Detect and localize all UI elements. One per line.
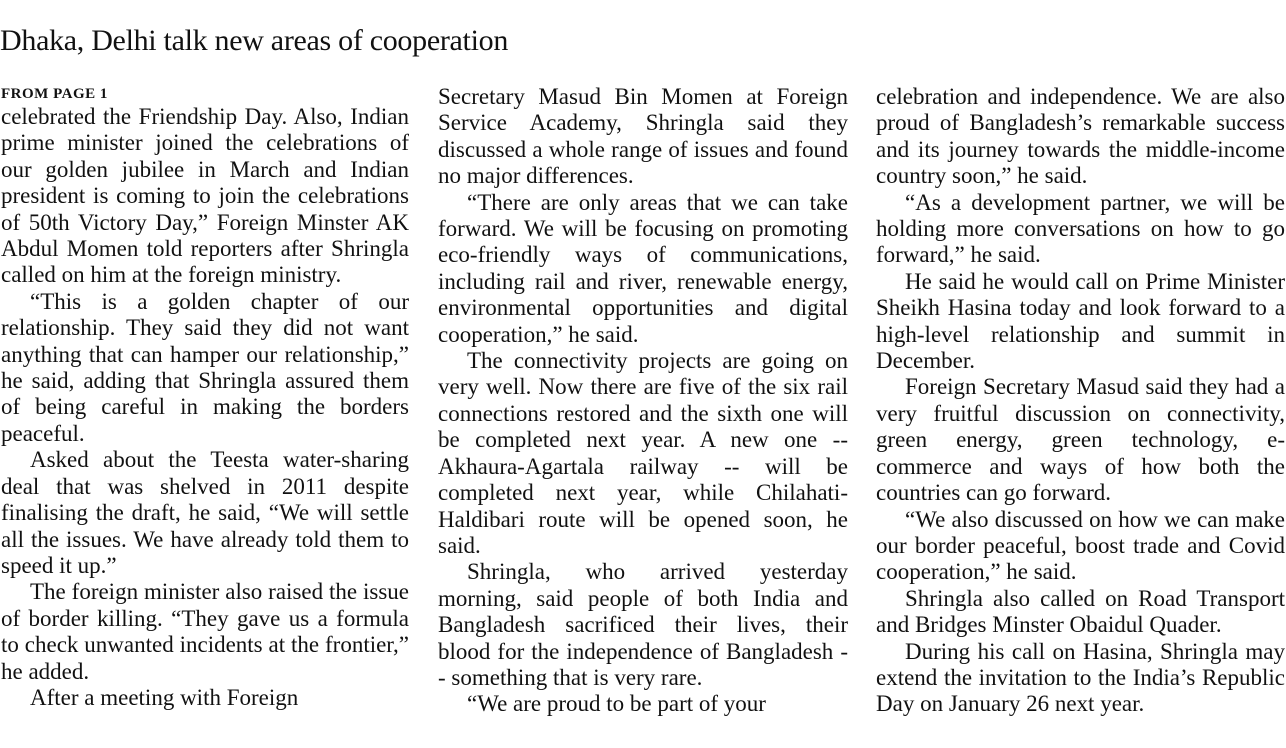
article-column-3 [876, 84, 1285, 748]
article-column-2 [438, 84, 848, 748]
paragraph: “As a development partner, we will be holding more conversations on how to go forward,” he said. [876, 189, 1285, 268]
paragraph: celebrated the Friendship Day. Also, Indian prime minister joined the celebrations of our golden jubilee in March and Indian president is coming to join the celebrations of 50th Victory Day,” Foreign Minster AK Abdul Momen told reporters after Shringla called on him at the foreign ministry. [1, 104, 409, 288]
paragraph: celebration and independence. We are also proud of Bangladesh’s remarkable success and its journey towards the middle-income country soon,” he said. [876, 84, 1285, 189]
paragraph: Foreign Secretary Masud said they had a very fruitful discussion on connectivity, green energy, green technology, e-commerce and ways of how both the countries can go forward. [876, 374, 1285, 506]
paragraph: The connectivity projects are going on very well. Now there are five of the six rail connections restored and the sixth one will be completed next year. A new one -- Akhaura-Agartala railway -- will be completed next year, while Chilahati-Haldibari route will be opened soon, he said. [438, 348, 848, 558]
paragraph: After a meeting with Foreign [30, 684, 299, 710]
paragraph: “There are only areas that we can take forward. We will be focusing on promoting eco-friendly ways of communications, including rail and river, renewable energy, environmental opportunities and digital cooperation,” he said. [438, 189, 848, 347]
article-column-1 [1, 84, 409, 748]
dateline: FROM PAGE 1 [1, 86, 108, 102]
paragraph: He said he would call on Prime Minister Sheikh Hasina today and look forward to a high-level relationship and summit in December. [876, 268, 1285, 374]
paragraph: “This is a golden chapter of our relationship. They said they did not want anything that can hamper our relationship,” he said, adding that Shringla assured them of being careful in making the borders peaceful. [1, 288, 409, 446]
paragraph: Shringla, who arrived yesterday morning, said people of both India and Bangladesh sacrificed their lives, their blood for the independence of Bangladesh -- something that is very rare. [438, 559, 848, 690]
headline: Dhaka, Delhi talk new areas of cooperation [0, 24, 509, 57]
paragraph: Secretary Masud Bin Momen at Foreign Service Academy, Shringla said they discussed a whole range of issues and found no major differences. [438, 84, 848, 189]
paragraph: The foreign minister also raised the issue of border killing. “They gave us a formula to check unwanted incidents at the frontier,” he added. [1, 579, 409, 684]
paragraph: Shringla also called on Road Transport and Bridges Minster Obaidul Quader. [876, 585, 1285, 638]
paragraph: Asked about the Teesta water-sharing deal that was shelved in 2011 despite finalising the draft, he said, “We will settle all the issues. We have already told them to speed it up.” [1, 447, 409, 578]
paragraph: “We are proud to be part of your [467, 691, 766, 717]
paragraph: “We also discussed on how we can make our border peaceful, boost trade and Covid cooperation,” he said. [876, 506, 1285, 585]
paragraph: During his call on Hasina, Shringla may extend the invitation to the India’s Republic Day on January 26 next year. [876, 638, 1285, 717]
